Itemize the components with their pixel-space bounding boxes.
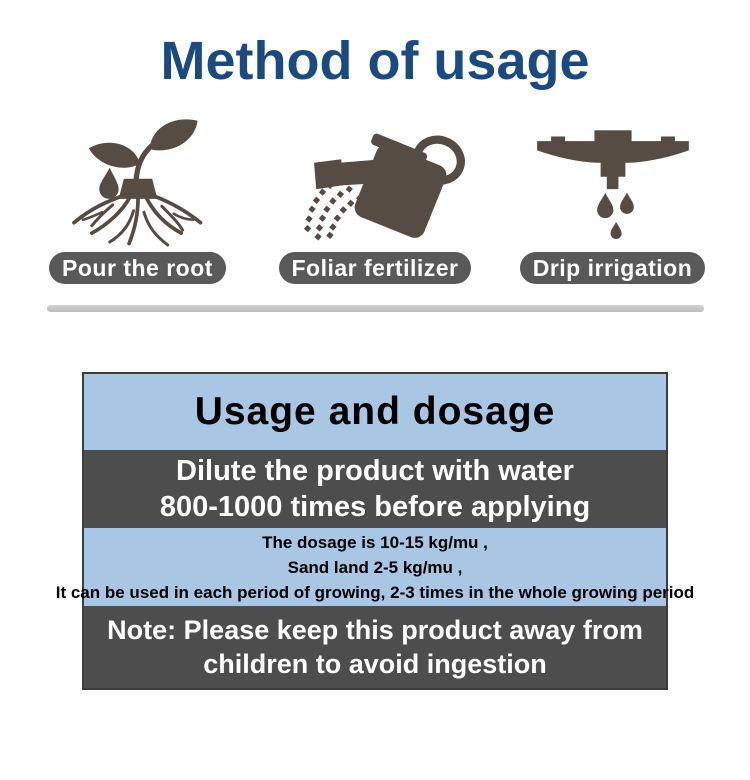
section-divider — [47, 305, 704, 312]
method-foliar-fertilizer — [263, 114, 488, 284]
dosage-line-3: It can be used in each period of growing, 2-3 times in the whole growing period — [55, 582, 695, 602]
usage-dosage-table — [55, 372, 695, 690]
dosage-line-2: Sand land 2-5 kg/mu , — [287, 557, 463, 577]
pour-the-root-label: Pour the root — [49, 252, 226, 284]
dilute-line-2: 800-1000 times before applying — [159, 491, 591, 523]
plant-roots-icon — [62, 114, 214, 248]
note-line-1: Note: Please keep this product away from — [107, 615, 643, 645]
dilute-instructions — [84, 450, 666, 528]
table-header: Usage and dosage — [84, 374, 666, 450]
drip-irrigation-icon — [523, 114, 703, 248]
safety-note — [84, 606, 666, 688]
methods-row — [25, 114, 725, 284]
note-line-2: children to avoid ingestion — [203, 649, 547, 679]
page-title: Method of usage — [160, 31, 590, 91]
method-pour-the-root — [25, 114, 250, 284]
infographic-page — [0, 30, 750, 780]
foliar-fertilizer-label: Foliar fertilizer — [279, 252, 472, 284]
dosage-details — [55, 528, 695, 606]
dilute-line-1: Dilute the product with water — [176, 455, 574, 487]
method-drip-irrigation — [500, 114, 725, 284]
watering-can-icon — [276, 114, 474, 248]
drip-irrigation-label: Drip irrigation — [520, 252, 706, 284]
dosage-line-1: The dosage is 10-15 kg/mu , — [262, 532, 488, 552]
